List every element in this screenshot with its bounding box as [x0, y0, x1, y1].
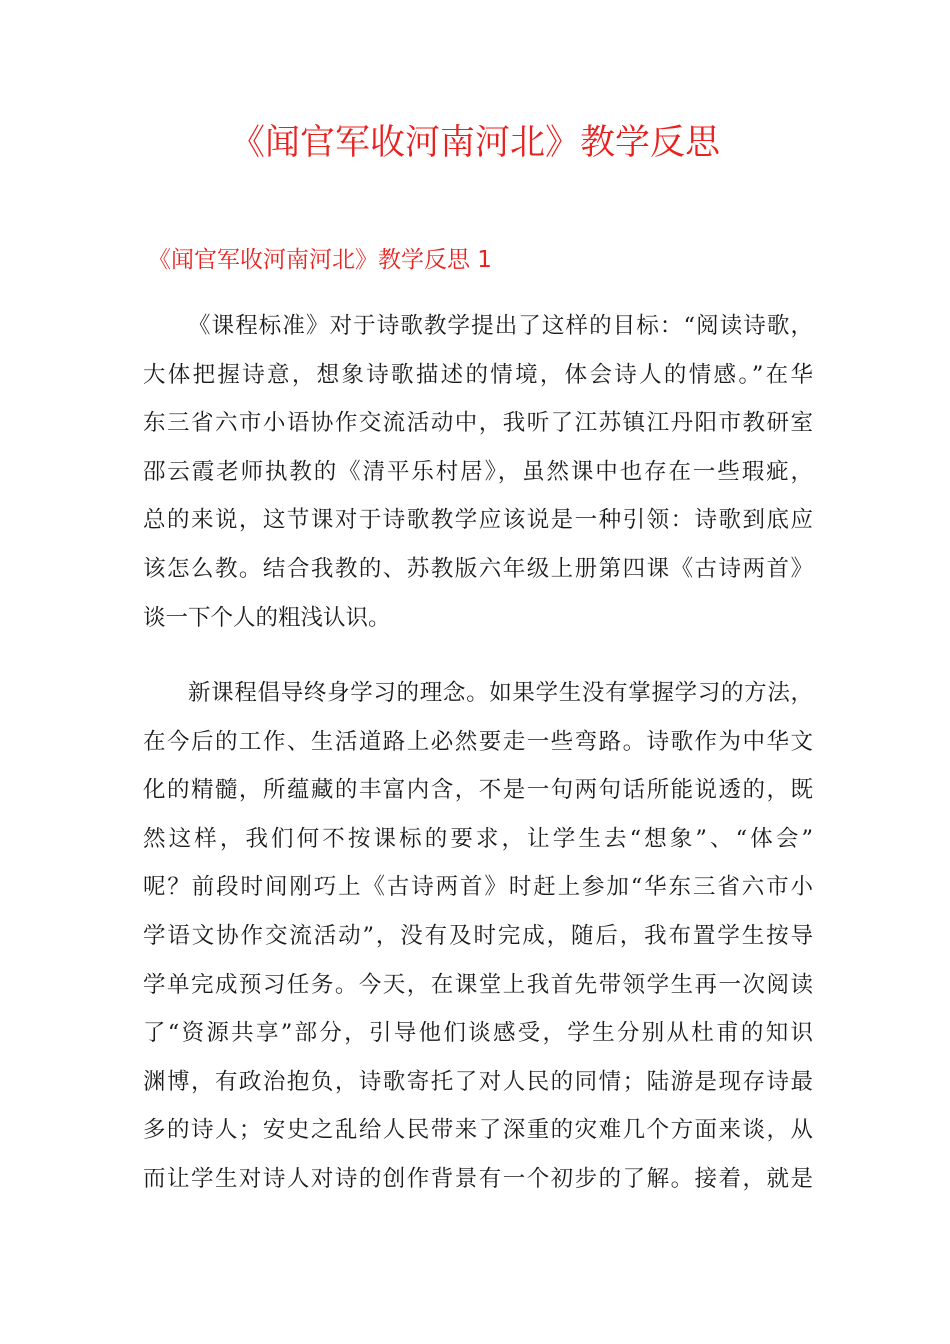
paragraph-line: 邵云霞老师执教的《清平乐村居》，虽然课中也存在一些瑕疵， [143, 458, 813, 485]
paragraph-line: 东三省六市小语协作交流活动中，我听了江苏镇江丹阳市教研室 [143, 410, 813, 437]
paragraph-line: 总的来说，这节课对于诗歌教学应该说是一种引领：诗歌到底应 [143, 507, 813, 534]
paragraph-line: 谈一下个人的粗浅认识。 [143, 604, 391, 631]
paragraph-line: 《课程标准》对于诗歌教学提出了这样的目标：“阅读诗歌， [188, 313, 813, 339]
paragraph-line: 新课程倡导终身学习的理念。如果学生没有掌握学习的方法， [188, 680, 813, 706]
paragraph-line: 该怎么教。结合我教的、苏教版六年级上册第四课《古诗两首》 [143, 555, 813, 582]
paragraph-line: 在今后的工作、生活道路上必然要走一些弯路。诗歌作为中华文 [143, 728, 813, 755]
paragraph-line: 然这样，我们何不按课标的要求，让学生去“想象”、“体会” [143, 825, 813, 852]
paragraph-2 [143, 669, 813, 1204]
paragraph-line: 学单完成预习任务。今天，在课堂上我首先带领学生再一次阅读 [143, 971, 813, 998]
paragraph-line: 渊博，有政治抱负，诗歌寄托了对人民的同情；陆游是现存诗最 [143, 1068, 813, 1095]
paragraph-line: 大体把握诗意，想象诗歌描述的情境，体会诗人的情感。”在华 [143, 361, 813, 388]
paragraph-line: 了“资源共享”部分，引导他们谈感受，学生分别从杜甫的知识 [143, 1020, 813, 1047]
paragraph-line: 化的精髓，所蕴藏的丰富内含，不是一句两句话所能说透的，既 [143, 777, 813, 804]
paragraph-line: 学语文协作交流活动”，没有及时完成，随后，我布置学生按导 [143, 922, 813, 949]
paragraph-line: 多的诗人；安史之乱给人民带来了深重的灾难几个方面来谈，从 [143, 1117, 813, 1144]
paragraph-line: 呢？前段时间刚巧上《古诗两首》时赶上参加“华东三省六市小 [143, 874, 813, 901]
document-title: 《闻官军收河南河北》教学反思 [229, 123, 720, 163]
paragraph-line: 而让学生对诗人对诗的创作背景有一个初步的了解。接着，就是 [143, 1165, 813, 1192]
paragraph-1 [143, 302, 813, 642]
section-heading: 《闻官军收河南河北》教学反思 1 [148, 247, 492, 273]
